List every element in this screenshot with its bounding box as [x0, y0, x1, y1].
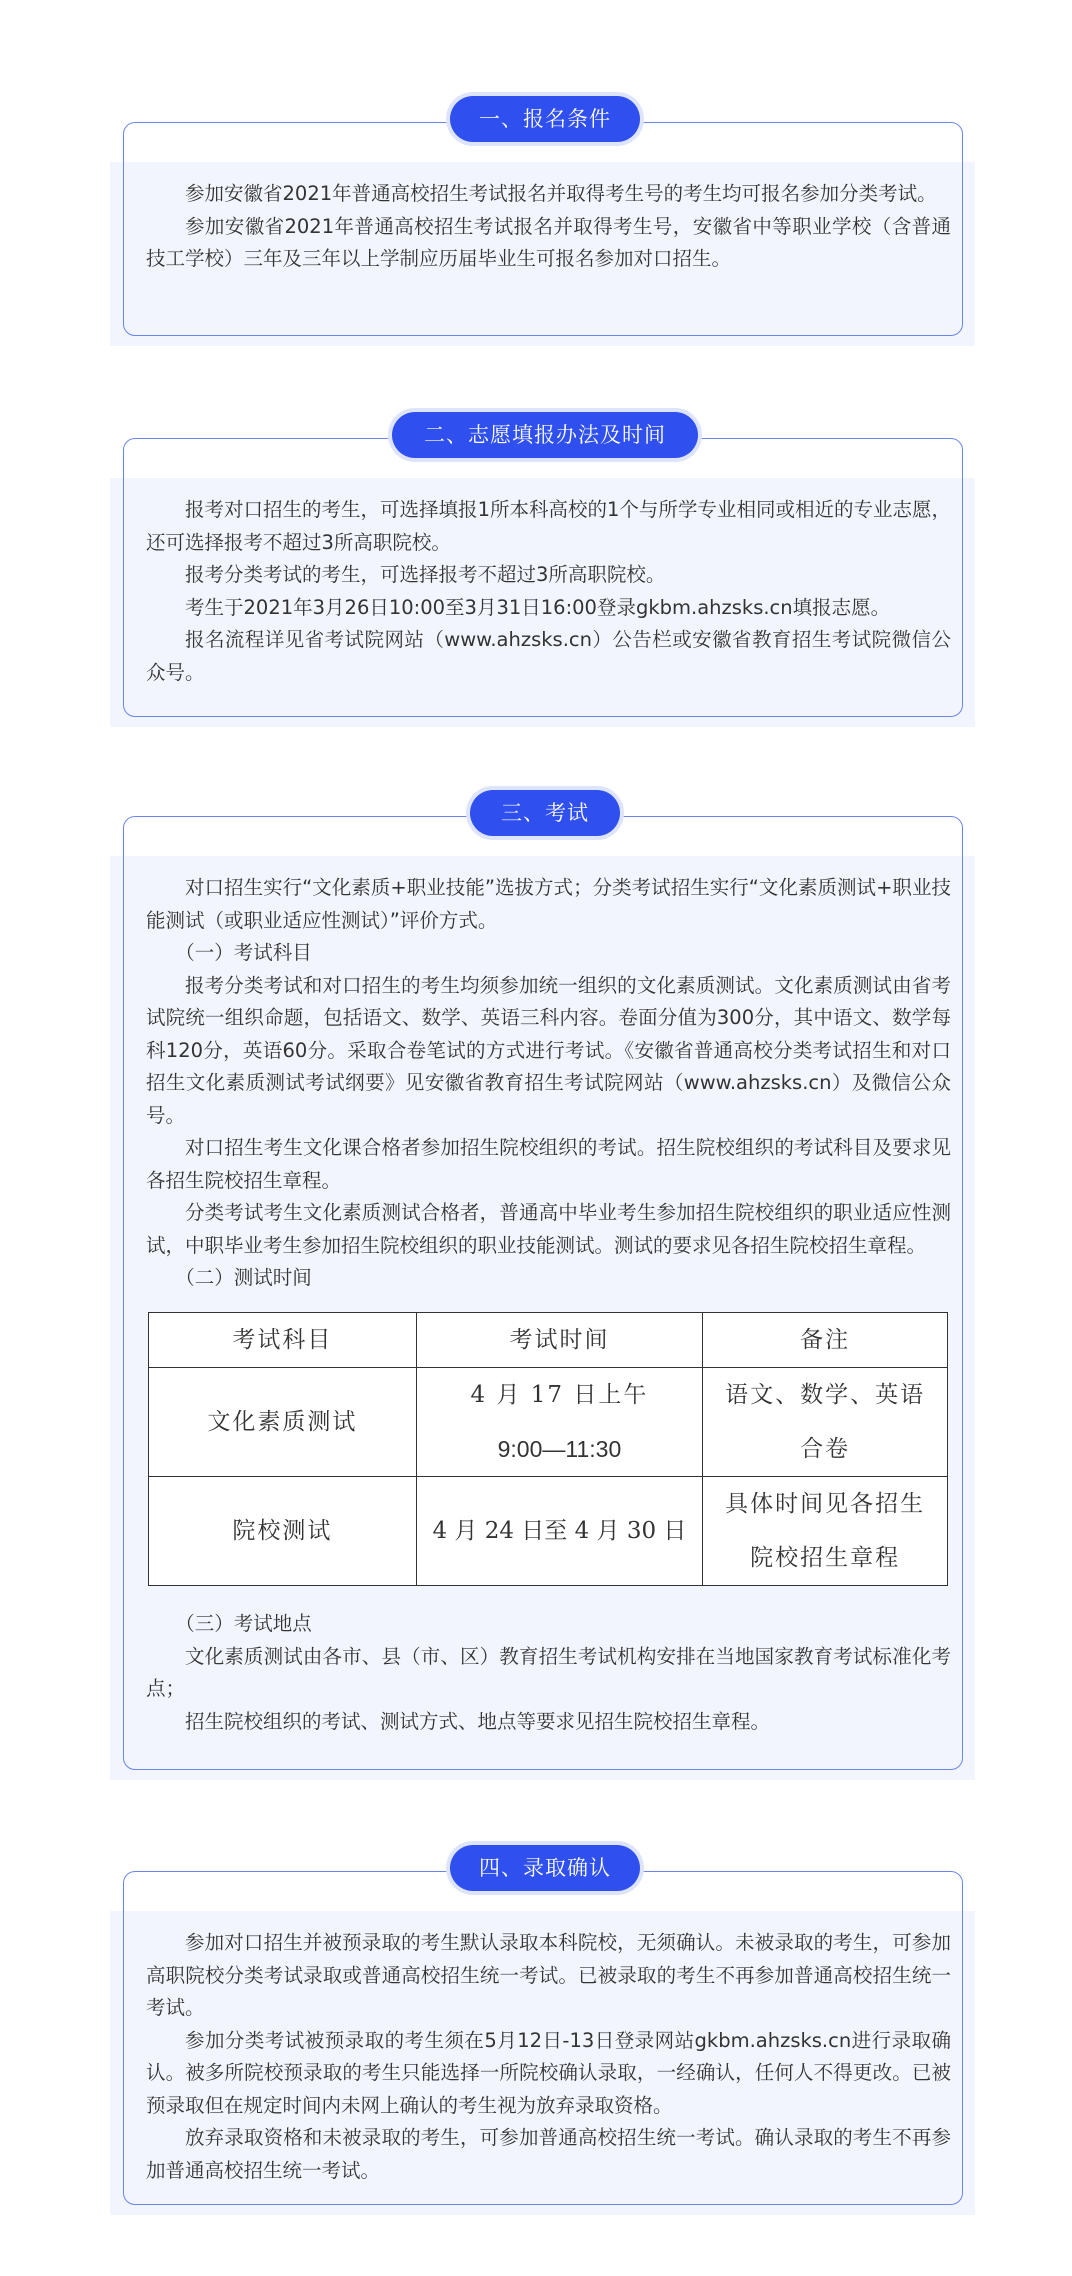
paragraph: 放弃录取资格和未被录取的考生，可参加普通高校招生统一考试。确认录取的考生不再参加普通高校招生统一考试。 — [146, 2126, 951, 2182]
paragraph: 招生院校组织的考试、测试方式、地点等要求见招生院校招生章程。 — [185, 1709, 771, 1733]
section-title-pill: 四、录取确认 — [450, 1845, 640, 1891]
note-line: 语文、数学、英语 — [725, 1382, 926, 1408]
paragraph: 参加分类考试被预录取的考生须在5月12日-13日登录网站gkbm.ahzsks.cn进行录取确认。被多所院校预录取的考生只能选择一所院校确认录取，一经确认，任何人不得更改。已被预录取但在规定时间内未网上确认的考生视为放弃录取资格。 — [146, 2028, 951, 2117]
table-cell-time: 4 月 24 日至 4 月 30 日 — [416, 1477, 703, 1586]
paragraph: 报考分类考试的考生，可选择报考不超过3所高职院校。 — [185, 563, 666, 586]
subheading-location: （三）考试地点 — [175, 1612, 312, 1635]
section-title-pill: 三、考试 — [470, 790, 620, 836]
paragraph: 报考分类考试和对口招生的考生均须参加统一组织的文化素质测试。文化素质测试由省考试院统一组织命题，包括语文、数学、英语三科内容。卷面分值为300分，其中语文、数学每科120分，英语60分。采取合卷笔试的方式进行考试。《安徽省普通高校分类考试招生和对口招生文化素质测试考试纲要》见安徽省教育招生考试院网站（www.ahzsks.cn）及微信公众号。 — [146, 973, 951, 1127]
section-registration — [110, 96, 975, 346]
section-admission — [110, 1845, 975, 2215]
time-line: 4 月 17 日上午 — [470, 1382, 649, 1408]
paragraph: 分类考试考生文化素质测试合格者，普通高中毕业考生参加招生院校组织的职业适应性测试，中职毕业考生参加招生院校组织的职业技能测试。测试的要求见各招生院校招生章程。 — [146, 1201, 951, 1257]
paragraph: 参加安徽省2021年普通高校招生考试报名并取得考生号，安徽省中等职业学校（含普通技工学校）三年及三年以上学制应历届毕业生可报名参加对口招生。 — [146, 214, 951, 270]
subheading-schedule: （二）测试时间 — [175, 1266, 312, 1289]
table-cell-subject: 院校测试 — [149, 1477, 417, 1586]
section-title-pill: 二、志愿填报办法及时间 — [392, 412, 698, 458]
exam-table-wrapper — [148, 1308, 948, 1590]
paragraph: 对口招生考生文化课合格者参加招生院校组织的考试。招生院校组织的考试科目及要求见各招生院校招生章程。 — [146, 1136, 951, 1192]
table-row — [149, 1477, 948, 1586]
paragraph: 报名流程详见省考试院网站（www.ahzsks.cn）公告栏或安徽省教育招生考试院微信公众号。 — [146, 628, 951, 684]
note-line: 合卷 — [800, 1436, 851, 1462]
section-body-after-table — [146, 1608, 951, 1738]
table-cell-time — [416, 1368, 703, 1477]
table-row — [149, 1368, 948, 1477]
table-header-row — [149, 1313, 948, 1368]
paragraph: 报考对口招生的考生，可选择填报1所本科高校的1个与所学专业相同或相近的专业志愿，还可选择报考不超过3所高职院校。 — [146, 498, 951, 554]
section-application — [110, 412, 975, 727]
table-cell-note — [703, 1368, 948, 1477]
paragraph: 文化素质测试由各市、县（市、区）教育招生考试机构安排在当地国家教育考试标准化考点； — [146, 1644, 951, 1700]
section-body — [146, 872, 951, 1295]
table-cell-subject: 文化素质测试 — [149, 1368, 417, 1477]
time-line: 9:00—11:30 — [497, 1436, 622, 1462]
section-body — [146, 494, 951, 689]
subheading-subjects: （一）考试科目 — [175, 941, 312, 964]
table-header-cell: 考试科目 — [149, 1313, 417, 1368]
paragraph: 参加对口招生并被预录取的考生默认录取本科院校，无须确认。未被录取的考生，可参加高职院校分类考试录取或普通高校招生统一考试。已被录取的考生不再参加普通高校招生统一考试。 — [146, 1931, 951, 2019]
section-body — [146, 1927, 951, 2187]
section-exam — [110, 790, 975, 1780]
exam-schedule-table — [148, 1312, 948, 1586]
paragraph: 考生于2021年3月26日10:00至3月31日16:00登录gkbm.ahzsks.cn填报志愿。 — [185, 595, 891, 619]
paragraph: 对口招生实行“文化素质+职业技能”选拔方式；分类考试招生实行“文化素质测试+职业技能测试（或职业适应性测试）”评价方式。 — [146, 876, 951, 932]
section-title-pill: 一、报名条件 — [450, 96, 640, 142]
note-line: 具体时间见各招生 — [725, 1491, 926, 1517]
table-cell-note — [703, 1477, 948, 1586]
paragraph: 参加安徽省2021年普通高校招生考试报名并取得考生号的考生均可报名参加分类考试。 — [185, 182, 937, 205]
table-header-cell: 考试时间 — [416, 1313, 703, 1368]
section-body — [146, 178, 951, 276]
table-header-cell: 备注 — [703, 1313, 948, 1368]
note-line: 院校招生章程 — [750, 1545, 901, 1571]
